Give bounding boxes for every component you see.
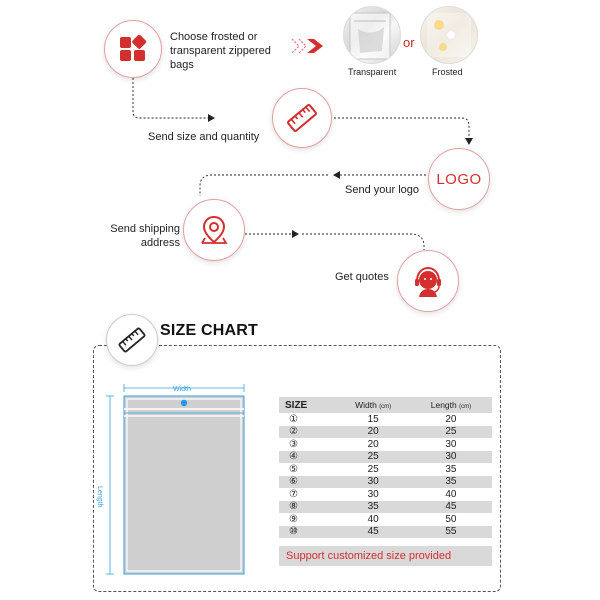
table-row — [279, 451, 492, 464]
length-cell: 30 — [410, 451, 492, 464]
length-header-label: Length — [430, 400, 457, 410]
step3-circle — [428, 148, 490, 210]
size-cell: ① — [289, 413, 298, 425]
width-header — [336, 397, 409, 413]
width-cell: 40 — [367, 513, 379, 525]
logo-text: LOGO — [436, 170, 482, 188]
table-row — [279, 438, 492, 451]
length-cell: 40 — [445, 488, 457, 500]
step1-line1: Choose frosted or — [170, 31, 258, 43]
step5-circle — [397, 250, 459, 312]
step2-circle — [272, 88, 332, 148]
frosted-bag-image — [421, 7, 477, 63]
size-header: SIZE — [279, 397, 336, 413]
step4-line1: Send shipping — [110, 223, 180, 235]
size-cell: ⑤ — [289, 463, 298, 475]
length-unit: (cm) — [459, 404, 472, 410]
table-row — [279, 501, 492, 514]
or-text: or — [403, 35, 415, 50]
width-cell: 35 — [336, 501, 409, 514]
ruler-icon — [285, 101, 319, 135]
size-chart-circle — [106, 314, 158, 366]
width-cell: 30 — [367, 488, 379, 500]
transparent-bag-photo — [343, 6, 401, 64]
table-row — [279, 413, 492, 426]
frosted-label: Frosted — [432, 67, 463, 77]
map-pin-icon — [197, 213, 231, 247]
size-cell: ⑦ — [289, 488, 298, 500]
length-label: Length — [96, 486, 103, 508]
size-cell: ③ — [289, 438, 298, 450]
size-chart-title: SIZE CHART — [160, 322, 258, 339]
frosted-bag-photo — [420, 6, 478, 64]
length-cell: 35 — [410, 476, 492, 489]
step1-line2: transparent zippered — [170, 45, 271, 57]
table-row — [279, 526, 492, 539]
width-header-label: Width — [355, 400, 377, 410]
width-cell: 15 — [367, 413, 379, 425]
width-cell: 20 — [367, 438, 379, 450]
step5-text: Get quotes — [335, 271, 389, 283]
step3-text: Send your logo — [345, 184, 419, 196]
size-cell: ⑨ — [289, 513, 298, 525]
width-cell: 20 — [336, 426, 409, 439]
support-custom-size-note: Support customized size provided — [279, 546, 492, 566]
width-label: Width — [173, 386, 191, 393]
length-cell: 50 — [445, 513, 457, 525]
size-cell: ⑧ — [279, 501, 336, 514]
length-cell: 20 — [445, 413, 457, 425]
size-cell: ⑩ — [279, 526, 336, 539]
length-cell: 55 — [410, 526, 492, 539]
step1-circle — [104, 20, 162, 78]
table-row — [279, 513, 492, 526]
grid-blocks-icon — [119, 35, 147, 63]
size-cell: ④ — [279, 451, 336, 464]
length-cell: 45 — [410, 501, 492, 514]
width-cell: 25 — [336, 451, 409, 464]
width-cell: 30 — [336, 476, 409, 489]
transparent-label: Transparent — [348, 67, 397, 77]
length-cell: 25 — [410, 426, 492, 439]
length-header — [410, 397, 492, 413]
size-cell: ⑥ — [279, 476, 336, 489]
size-table-header — [279, 397, 492, 413]
table-row — [279, 426, 492, 439]
bag-diagram — [100, 378, 260, 583]
headset-icon — [411, 264, 445, 298]
size-table — [279, 397, 492, 538]
size-cell: ② — [279, 426, 336, 439]
length-cell: 30 — [445, 438, 457, 450]
step4-circle — [183, 199, 245, 261]
ruler-icon — [117, 325, 147, 355]
step4-line2: address — [140, 237, 180, 249]
table-row — [279, 476, 492, 489]
step1-line3: bags — [170, 59, 194, 71]
width-cell: 25 — [367, 463, 379, 475]
width-cell: 45 — [336, 526, 409, 539]
step2-text: Send size and quantity — [148, 131, 260, 143]
table-row — [279, 463, 492, 476]
length-cell: 35 — [445, 463, 457, 475]
transparent-bag-image — [344, 7, 400, 63]
step1-text — [170, 30, 271, 72]
table-row — [279, 488, 492, 501]
width-unit: (cm) — [379, 404, 392, 410]
double-chevron-right-icon — [290, 36, 330, 56]
step4-text — [105, 222, 180, 250]
